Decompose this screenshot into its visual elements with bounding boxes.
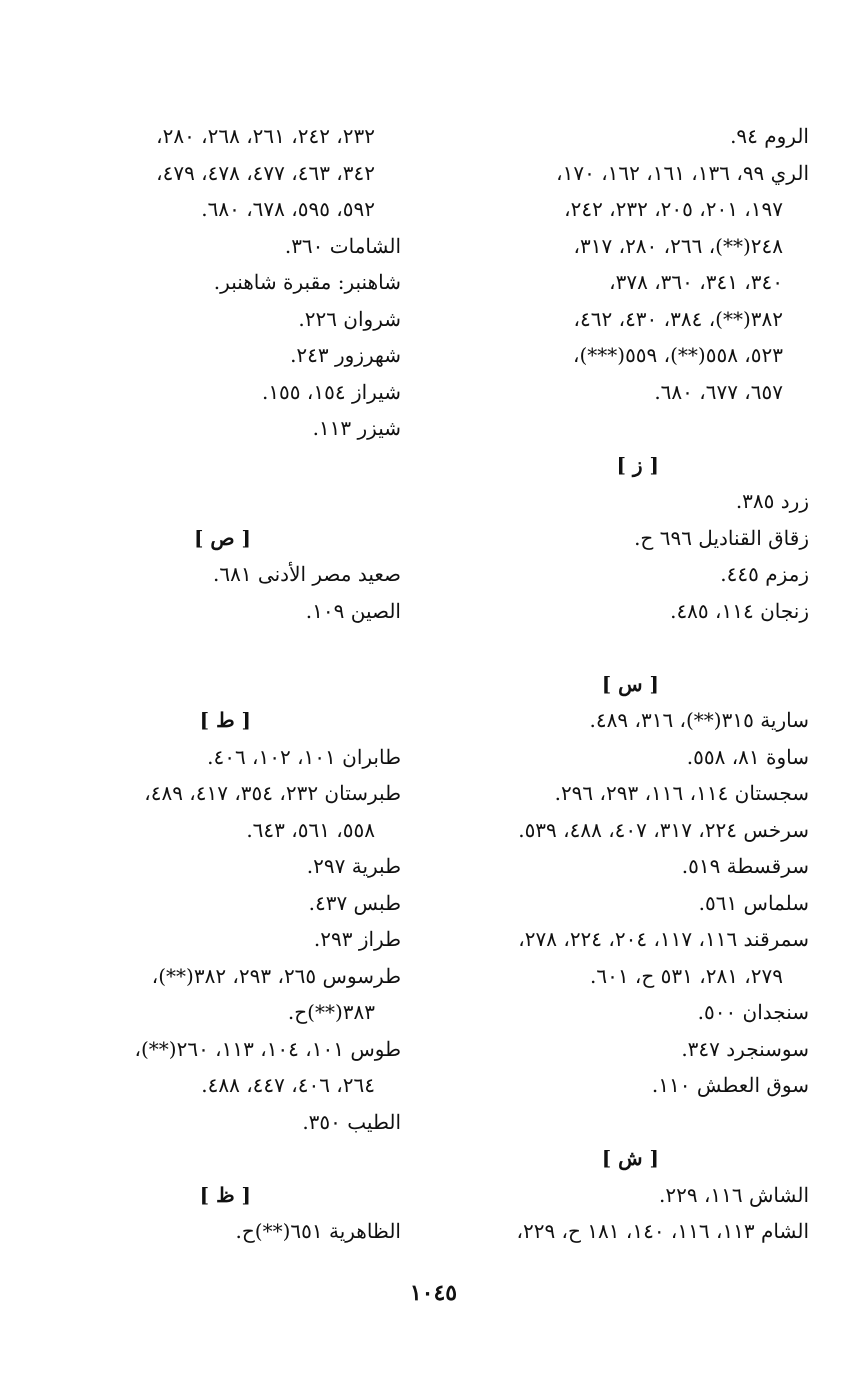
index-entry: طرسوس ٢٦٥، ٢٩٣، ٣٨٢(**)،	[151, 963, 401, 988]
index-entry-continuation: ٥٢٣، ٥٥٨(**)، ٥٥٩(***)،	[573, 343, 783, 367]
index-entry-continuation: ٣٨٣(**)ح.	[287, 1000, 375, 1024]
spacer	[437, 1104, 809, 1141]
section-letter-header: [ ظ ]	[199, 1182, 251, 1207]
index-entry: الصين ١٠٩.	[305, 598, 401, 623]
index-entry: صعيد مصر الأدنى ٦٨١.	[212, 562, 401, 586]
index-entry: طوس ١٠١، ١٠٤، ١١٣، ٢٦٠(**)،	[134, 1036, 401, 1061]
index-entry: سرقسطة ٥١٩.	[681, 854, 809, 878]
index-entry: سجستان ١١٤، ١١٦، ٢٩٣، ٢٩٦.	[554, 781, 809, 805]
index-entry: طراز ٢٩٣.	[313, 927, 401, 951]
index-entry-continuation: ١٩٧، ٢٠١، ٢٠٥، ٢٣٢، ٢٤٢،	[564, 197, 783, 221]
spacer	[41, 447, 401, 484]
spacer	[41, 629, 401, 666]
index-entry: سنجدان ٥٠٠.	[697, 1000, 809, 1024]
index-entry: الشامات ٣٦٠.	[284, 233, 401, 258]
index-entry: الروم ٩٤.	[730, 124, 809, 148]
index-entry: شهرزور ٢٤٣.	[290, 343, 401, 367]
index-entry: شيراز ١٥٤، ١٥٥.	[261, 379, 401, 404]
index-column-right	[437, 118, 809, 1250]
index-entry-continuation: ٣٤٢، ٤٦٣، ٤٧٧، ٤٧٨، ٤٧٩،	[156, 160, 375, 185]
section-letter-header: [ ش ]	[601, 1146, 659, 1170]
index-entry-continuation: ٢٣٢، ٢٤٢، ٢٦١، ٢٦٨، ٢٨٠،	[156, 124, 375, 148]
spacer	[437, 410, 809, 447]
index-entry: شيزر ١١٣.	[312, 416, 401, 440]
section-letter-header: [ ط ]	[199, 708, 251, 732]
section-letter-header: [ ص ]	[193, 525, 251, 550]
index-entry: سوق العطش ١١٠.	[651, 1073, 809, 1097]
spacer	[437, 629, 809, 666]
index-entry-continuation: ٥٩٢، ٥٩٥، ٦٧٨، ٦٨٠.	[201, 197, 375, 221]
index-entry-continuation: ٢٧٩، ٢٨١، ٥٣١ ح، ٦٠١.	[589, 963, 783, 988]
index-entry: طبرستان ٢٣٢، ٣٥٤، ٤١٧، ٤٨٩،	[144, 781, 401, 805]
index-entry-continuation: ٦٥٧، ٦٧٧، ٦٨٠.	[654, 379, 783, 404]
index-entry: الشام ١١٣، ١١٦، ١٤٠، ١٨١ ح، ٢٢٩،	[516, 1219, 809, 1243]
index-entry: الري ٩٩، ١٣٦، ١٦١، ١٦٢، ١٧٠،	[556, 160, 809, 185]
index-entry: طبرية ٢٩٧.	[306, 854, 401, 878]
index-entry: الشاش ١١٦، ٢٢٩.	[659, 1182, 809, 1207]
index-column-left	[41, 118, 401, 1250]
index-entry-continuation: ٢٤٨(**)، ٢٦٦، ٢٨٠، ٣١٧،	[573, 233, 783, 258]
spacer	[41, 666, 401, 703]
index-entry-continuation: ٥٥٨، ٥٦١، ٦٤٣.	[246, 817, 375, 842]
index-entry: سوسنجرد ٣٤٧.	[681, 1036, 809, 1061]
index-entry: سلماس ٥٦١.	[698, 890, 809, 915]
index-entry: سرخس ٢٢٤، ٣١٧، ٤٠٧، ٤٨٨، ٥٣٩.	[518, 817, 809, 842]
index-entry: الطيب ٣٥٠.	[302, 1109, 401, 1134]
index-entry: طبس ٤٣٧.	[308, 890, 401, 915]
index-entry-continuation: ٣٤٠، ٣٤١، ٣٦٠، ٣٧٨،	[609, 270, 783, 294]
index-entry: شروان ٢٢٦.	[298, 306, 401, 331]
page-number: ١٠٤٥	[409, 1280, 458, 1306]
index-entry: سمرقند ١١٦، ١١٧، ٢٠٤، ٢٢٤، ٢٧٨،	[518, 927, 809, 951]
index-entry: زمزم ٤٤٥.	[720, 562, 809, 586]
section-letter-header: [ س ]	[601, 671, 659, 696]
index-entry: شاهنبر: مقبرة شاهنبر.	[213, 270, 401, 294]
index-entry: الظاهرية ٦٥١(**)ح.	[235, 1219, 401, 1243]
index-entry: ساوة ٨١، ٥٥٨.	[686, 744, 809, 769]
spacer	[41, 483, 401, 520]
spacer	[41, 1140, 401, 1177]
index-entry: زرد ٣٨٥.	[735, 489, 809, 513]
index-entry: زقاق القناديل ٦٩٦ ح.	[634, 525, 809, 550]
index-entry-continuation: ٢٦٤، ٤٠٦، ٤٤٧، ٤٨٨.	[201, 1073, 375, 1097]
section-letter-header: [ ز ]	[616, 452, 659, 477]
index-entry: طابران ١٠١، ١٠٢، ٤٠٦.	[207, 744, 401, 769]
index-entry: زنجان ١١٤، ٤٨٥.	[670, 598, 809, 623]
index-entry: سارية ٣١٥(**)، ٣١٦، ٤٨٩.	[589, 708, 809, 732]
index-entry-continuation: ٣٨٢(**)، ٣٨٤، ٤٣٠، ٤٦٢،	[573, 306, 783, 331]
